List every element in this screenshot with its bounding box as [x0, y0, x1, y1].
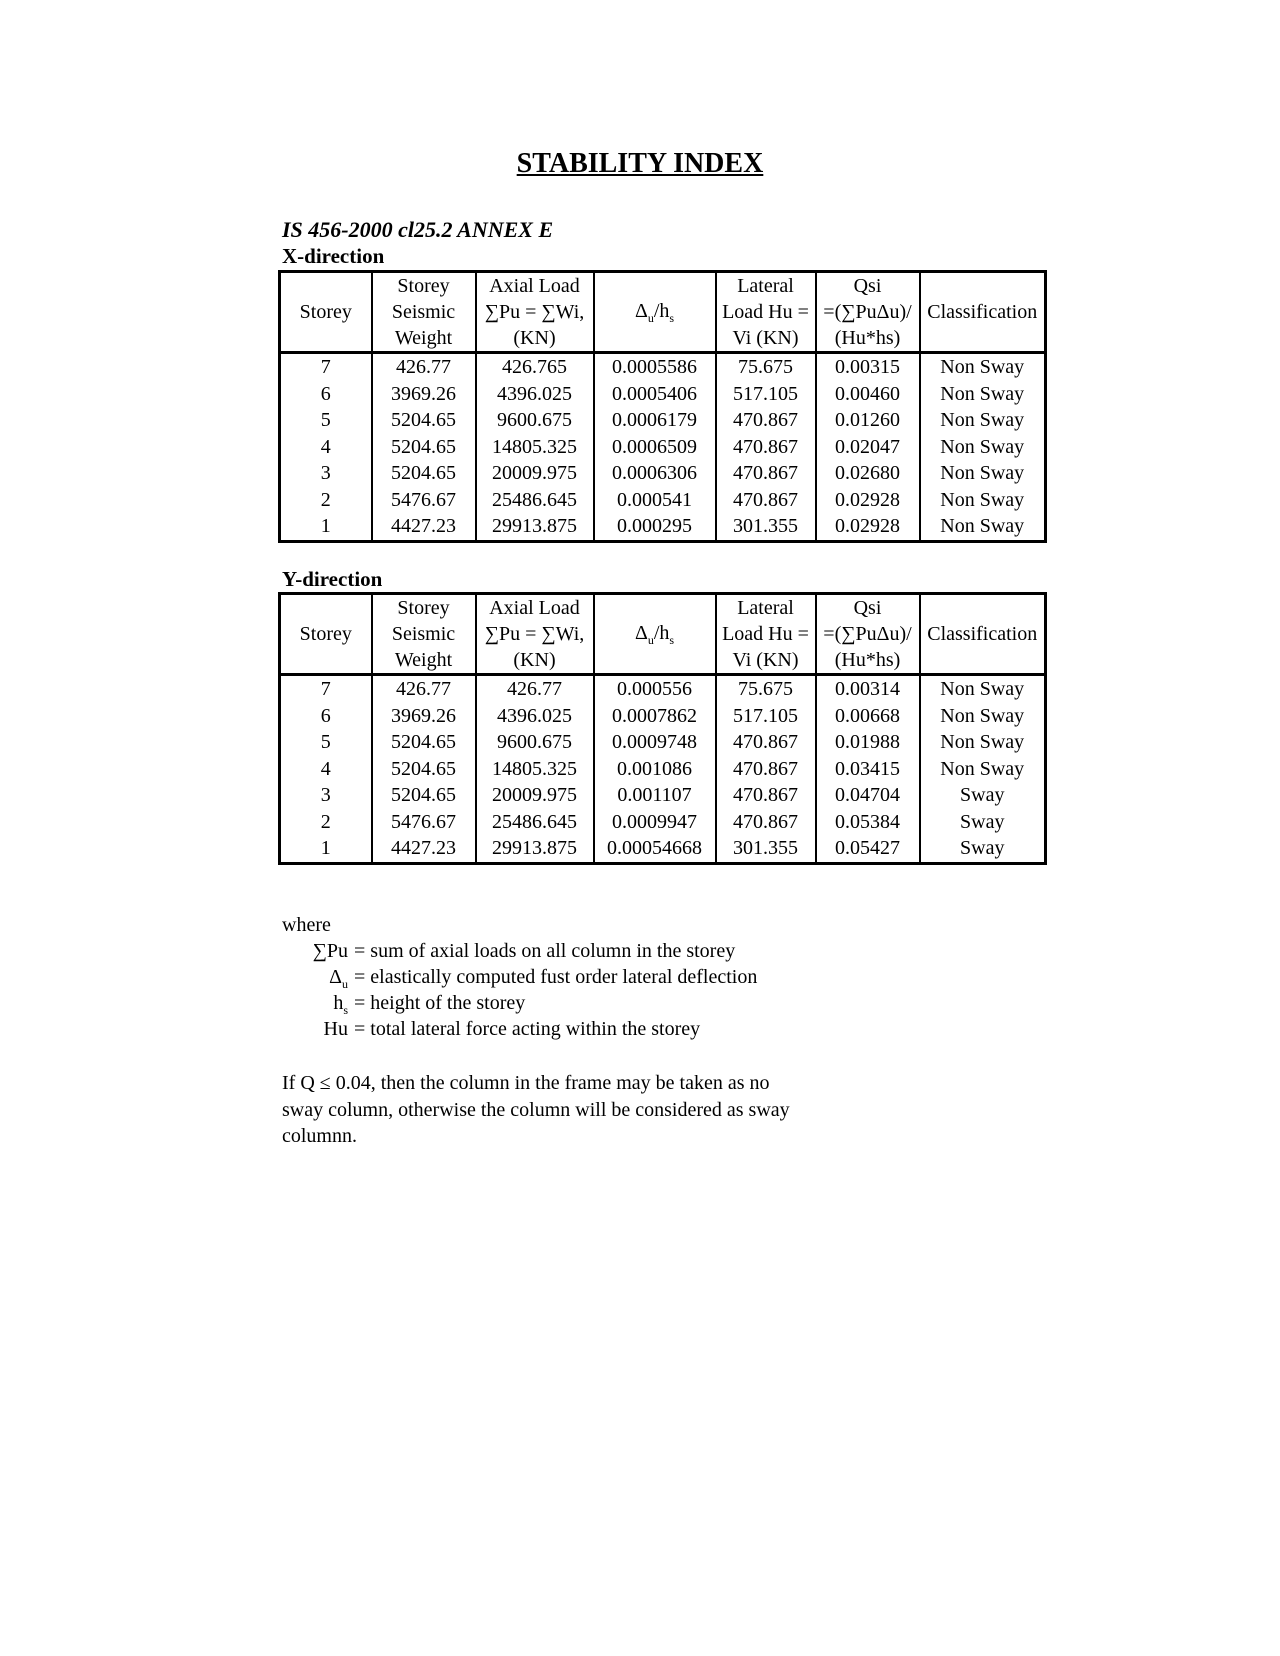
cell-weight: 5204.65: [372, 460, 476, 487]
definition-symbol: $h_s$: [333, 992, 348, 1017]
cell-storey: 5: [280, 729, 372, 756]
table-row: [280, 434, 1046, 461]
definition-text: sum of axial loads on all column in the storey: [370, 940, 736, 962]
cell-axial: 25486.645: [476, 809, 594, 836]
cell-class: Non Sway: [920, 487, 1046, 514]
header-axial-load: Axial Load ∑Pu = ∑Wi, (KN): [476, 272, 594, 353]
cell-lateral: 517.105: [716, 381, 816, 408]
header-lateral-load: Lateral Load Hu = Vi (KN): [716, 272, 816, 353]
cell-lateral: 470.867: [716, 434, 816, 461]
cell-axial: 426.765: [476, 353, 594, 381]
cell-axial: 426.77: [476, 675, 594, 703]
cell-storey: 5: [280, 407, 372, 434]
cell-storey: 7: [280, 353, 372, 381]
cell-qsi: 0.00315: [816, 353, 920, 381]
cell-storey: 1: [280, 513, 372, 541]
header-classification: Classification: [920, 272, 1046, 353]
cell-weight: 4427.23: [372, 835, 476, 863]
page-title: STABILITY INDEX: [516, 148, 764, 179]
header-qsi: Qsi =(∑PuΔu)/ (Hu*hs): [816, 594, 920, 675]
table-row: [280, 703, 1046, 730]
cell-qsi: 0.00460: [816, 381, 920, 408]
header-lateral-load: Lateral Load Hu = Vi (KN): [716, 594, 816, 675]
cell-qsi: 0.05427: [816, 835, 920, 863]
cell-axial: 9600.675: [476, 729, 594, 756]
cell-class: Sway: [920, 809, 1046, 836]
cell-weight: 426.77: [372, 353, 476, 381]
cell-axial: 14805.325: [476, 434, 594, 461]
cell-drift: 0.0007862: [594, 703, 716, 730]
cell-drift: 0.00054668: [594, 835, 716, 863]
definition-hu: [282, 1016, 700, 1042]
cell-qsi: 0.02928: [816, 513, 920, 541]
cell-drift: 0.0006509: [594, 434, 716, 461]
cell-axial: 25486.645: [476, 487, 594, 514]
cell-qsi: 0.03415: [816, 756, 920, 783]
table-row: [280, 809, 1046, 836]
table-header-row: [280, 594, 1046, 675]
where-label: where: [282, 914, 331, 936]
cell-drift: 0.000541: [594, 487, 716, 514]
cell-axial: 20009.975: [476, 782, 594, 809]
cell-lateral: 470.867: [716, 782, 816, 809]
cell-class: Non Sway: [920, 756, 1046, 783]
cell-weight: 5476.67: [372, 487, 476, 514]
sway-criterion-note: If Q ≤ 0.04, then the column in the frame may be taken as no sway column, otherwise the column will be considered as sway columnn.: [282, 1072, 790, 1147]
cell-qsi: 0.02928: [816, 487, 920, 514]
header-classification: Classification: [920, 594, 1046, 675]
cell-lateral: 470.867: [716, 407, 816, 434]
cell-weight: 3969.26: [372, 381, 476, 408]
cell-qsi: 0.04704: [816, 782, 920, 809]
cell-drift: 0.000556: [594, 675, 716, 703]
table-row: [280, 460, 1046, 487]
header-storey: Storey: [280, 594, 372, 675]
cell-class: Non Sway: [920, 407, 1046, 434]
definition-sum-pu: [282, 938, 735, 964]
table-row: [280, 675, 1046, 703]
cell-class: Non Sway: [920, 434, 1046, 461]
cell-storey: 6: [280, 703, 372, 730]
cell-axial: 14805.325: [476, 756, 594, 783]
x-direction-table: [278, 270, 1047, 543]
equals-sign: =: [354, 1018, 366, 1040]
cell-lateral: 470.867: [716, 487, 816, 514]
cell-qsi: 0.01260: [816, 407, 920, 434]
cell-weight: 5204.65: [372, 782, 476, 809]
cell-weight: 3969.26: [372, 703, 476, 730]
cell-storey: 4: [280, 434, 372, 461]
header-seismic-weight: Storey Seismic Weight: [372, 594, 476, 675]
equals-sign: =: [354, 940, 366, 962]
cell-lateral: 301.355: [716, 835, 816, 863]
definition-symbol: Hu: [323, 1018, 348, 1040]
table-row: [280, 729, 1046, 756]
cell-drift: 0.001107: [594, 782, 716, 809]
table-row: [280, 756, 1046, 783]
definition-text: elastically computed fust order lateral deflection: [370, 966, 758, 988]
cell-storey: 3: [280, 782, 372, 809]
equals-sign: =: [354, 966, 366, 988]
definition-text: total lateral force acting within the storey: [370, 1018, 701, 1040]
cell-lateral: 301.355: [716, 513, 816, 541]
cell-weight: 5204.65: [372, 407, 476, 434]
cell-class: Non Sway: [920, 729, 1046, 756]
cell-storey: 3: [280, 460, 372, 487]
cell-class: Sway: [920, 835, 1046, 863]
header-drift-ratio: $\Delta_u/h_s$: [594, 594, 716, 675]
cell-axial: 29913.875: [476, 513, 594, 541]
table-row: [280, 782, 1046, 809]
equals-sign: =: [354, 992, 366, 1014]
table-row: [280, 487, 1046, 514]
cell-weight: 5476.67: [372, 809, 476, 836]
cell-axial: 9600.675: [476, 407, 594, 434]
header-drift-ratio: $\Delta_u/h_s$: [594, 272, 716, 353]
cell-lateral: 470.867: [716, 756, 816, 783]
cell-weight: 5204.65: [372, 729, 476, 756]
cell-drift: 0.001086: [594, 756, 716, 783]
cell-lateral: 517.105: [716, 703, 816, 730]
definition-symbol: ∑Pu: [312, 940, 348, 962]
cell-qsi: 0.00314: [816, 675, 920, 703]
cell-qsi: 0.02047: [816, 434, 920, 461]
cell-storey: 1: [280, 835, 372, 863]
cell-lateral: 470.867: [716, 729, 816, 756]
cell-storey: 6: [280, 381, 372, 408]
header-axial-load: Axial Load ∑Pu = ∑Wi, (KN): [476, 594, 594, 675]
cell-weight: 4427.23: [372, 513, 476, 541]
cell-drift: 0.0005586: [594, 353, 716, 381]
cell-qsi: 0.00668: [816, 703, 920, 730]
table-row: [280, 513, 1046, 541]
code-reference: IS 456-2000 cl25.2 ANNEX E: [282, 217, 554, 242]
x-direction-label: X-direction: [282, 244, 385, 268]
cell-drift: 0.0009947: [594, 809, 716, 836]
definition-symbol: $\Delta_u$: [329, 966, 348, 991]
cell-class: Non Sway: [920, 460, 1046, 487]
y-direction-label: Y-direction: [282, 567, 383, 591]
table-header-row: [280, 272, 1046, 353]
definition-text: height of the storey: [370, 992, 526, 1014]
table-row: [280, 835, 1046, 863]
cell-lateral: 470.867: [716, 460, 816, 487]
cell-storey: 7: [280, 675, 372, 703]
table-row: [280, 353, 1046, 381]
cell-weight: 5204.65: [372, 434, 476, 461]
cell-class: Non Sway: [920, 381, 1046, 408]
cell-axial: 4396.025: [476, 381, 594, 408]
cell-weight: 5204.65: [372, 756, 476, 783]
cell-lateral: 75.675: [716, 675, 816, 703]
cell-class: Non Sway: [920, 513, 1046, 541]
table-row: [280, 407, 1046, 434]
cell-lateral: 75.675: [716, 353, 816, 381]
cell-axial: 20009.975: [476, 460, 594, 487]
cell-qsi: 0.02680: [816, 460, 920, 487]
cell-storey: 2: [280, 809, 372, 836]
cell-drift: 0.0006306: [594, 460, 716, 487]
cell-class: Non Sway: [920, 675, 1046, 703]
cell-storey: 2: [280, 487, 372, 514]
cell-qsi: 0.05384: [816, 809, 920, 836]
cell-drift: 0.0009748: [594, 729, 716, 756]
header-qsi: Qsi =(∑PuΔu)/ (Hu*hs): [816, 272, 920, 353]
header-seismic-weight: Storey Seismic Weight: [372, 272, 476, 353]
cell-class: Sway: [920, 782, 1046, 809]
cell-class: Non Sway: [920, 353, 1046, 381]
cell-axial: 29913.875: [476, 835, 594, 863]
table-row: [280, 381, 1046, 408]
cell-qsi: 0.01988: [816, 729, 920, 756]
cell-weight: 426.77: [372, 675, 476, 703]
cell-lateral: 470.867: [716, 809, 816, 836]
cell-storey: 4: [280, 756, 372, 783]
cell-axial: 4396.025: [476, 703, 594, 730]
cell-drift: 0.0006179: [594, 407, 716, 434]
y-direction-table: [278, 592, 1047, 865]
cell-drift: 0.000295: [594, 513, 716, 541]
cell-class: Non Sway: [920, 703, 1046, 730]
header-storey: Storey: [280, 272, 372, 353]
cell-drift: 0.0005406: [594, 381, 716, 408]
